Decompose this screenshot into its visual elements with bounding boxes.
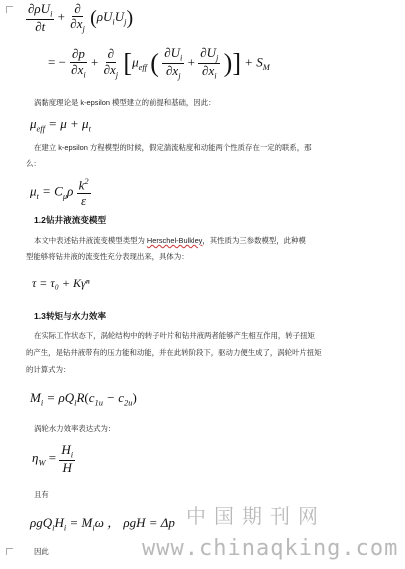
- corner-mark-top-left: [6, 6, 13, 13]
- corner-mark-bottom-left: [6, 548, 13, 555]
- equation-turbulent-viscosity: $\mu_t = C_\mu\rho$ $\frac{k^2}{\varepsilon}$: [30, 176, 89, 208]
- equation-momentum-row2: = − $\frac{\partial p}{\partial x_i}$ + $\frac{\partial}{\partial x_j}$ [$\mu_{eff}$ ( $\frac{\partial U_i}{\partial x_j}$ + $\frac{\partial U_j}{\partial x_i}$ )] + $S_M$: [48, 45, 270, 81]
- paragraph-and: 且有: [34, 490, 49, 499]
- paragraph-eddy-viscosity: 涡黏度理论是 k-epsilon 模型建立的前提和基础，因此：: [34, 98, 216, 107]
- paragraph-k-epsilon-line2: 么：: [26, 159, 41, 168]
- equation-power-balance: $\rho gQ_iH_i = M_i\omega$ ， ρgH = Δp: [30, 515, 175, 533]
- equation-herschel-bulkley: τ = τ₀ + Kγⁿ: [32, 276, 90, 290]
- equation-hydraulic-efficiency: $\eta_W$ = $\frac{H_i}{H}$: [32, 442, 74, 475]
- equation-momentum-row1: $\frac{\partial\rho U_i}{\partial t}$ + $\frac{\partial}{\partial x_j}$ $(\rho U_iU_j)$: [28, 1, 134, 34]
- watermark-site-name: 中国期刊网: [186, 504, 326, 528]
- paragraph-hydraulic-efficiency: 涡轮水力效率表达式为：: [34, 424, 116, 433]
- paragraph-rheology-line2: 型能够将钻井液的流变性充分表现出来，具体为：: [26, 252, 189, 261]
- model-name: Herschel-Bulkley: [146, 236, 203, 245]
- equation-blade-torque: $M_i = \rho Q_iR(c_{1u} - c_{2u})$: [30, 390, 137, 408]
- paragraph-torque-line1: 在实际工作状态下，涡轮结构中的转子叶片和钻井液两者能够产生相互作用，转子扭矩: [34, 331, 315, 340]
- paragraph-torque-line3: 的计算式为：: [26, 365, 71, 374]
- paragraph-therefore: 因此: [34, 547, 49, 556]
- heading-torque-efficiency: 1.3转矩与水力效率: [34, 311, 107, 321]
- paragraph-k-epsilon-line1: 在建立 k-epsilon 方程模型的时候，假定湍流粘度和动能两个性质存在一定的联系，那: [34, 143, 312, 152]
- paragraph-rheology-line1: 本文中表述钻井液流变模型类型为 Herschel-Bulkley，其性质为三参数模型，此种模: [34, 236, 306, 245]
- watermark-url: www.chinaqking.com: [142, 536, 399, 561]
- paragraph-torque-line2: 的产生，是钻井液带有的压力能和动能，并在此转阶段下，驱动力便生成了，涡轮叶片扭矩: [26, 348, 322, 357]
- heading-drilling-fluid-model: 1.2钻井液流变模型: [34, 215, 107, 225]
- equation-effective-viscosity: $\mu_{eff} = \mu + \mu_t$: [30, 116, 91, 134]
